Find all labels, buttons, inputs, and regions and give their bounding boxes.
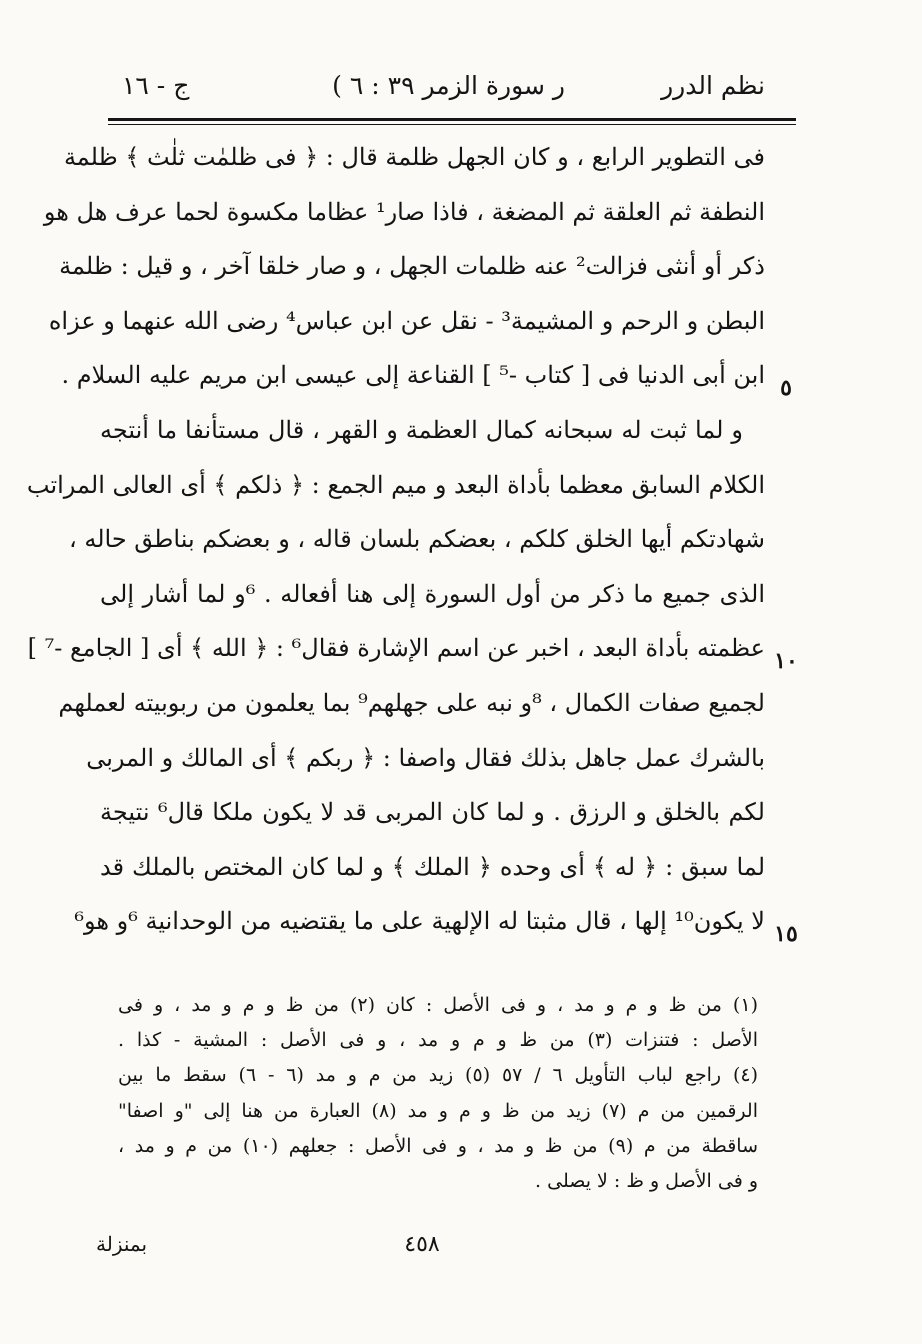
footnote-line: ساقطة من م (٩) من ظ و مد ، و فى الأصل : جعلهم (١٠) من م و مد ،: [118, 1134, 759, 1157]
catchword: بمنزلة: [96, 1232, 148, 1256]
running-header: [110, 68, 765, 104]
text-line: شهادتكم أيها الخلق كلكم ، بعضكم بلسان قاله ، و بعضكم بناطق حاله ،: [68, 525, 765, 554]
footnote-line: الرقمين من م (٧) زيد من ظ و م و مد (٨) العبارة من هنا إلى "و اصفا": [118, 1099, 758, 1122]
line-number-5: ٥: [780, 375, 792, 401]
footnote-line: و فى الأصل و ظ : لا يصلى .: [535, 1169, 758, 1192]
text-line: ابن أبى الدنيا فى [ كتاب -⁵ ] القناعة إلى عيسى ابن مريم عليه السلام .: [61, 361, 765, 390]
text-line: بالشرك عمل جاهل بذلك فقال واصفا : ﴿ ربكم ﴾ أى المالك و المربى: [86, 743, 765, 772]
main-text: [26, 130, 766, 949]
text-line: و لما ثبت له سبحانه كمال العظمة و القهر ، قال مستأنفا ما أنتجه: [100, 415, 743, 444]
text-line: عظمته بأداة البعد ، اخبر عن اسم الإشارة فقال⁶ : ﴿ الله ﴾ أى [ الجامع -⁷ ]: [27, 634, 765, 663]
part-number: ج - ١٦: [122, 71, 190, 100]
line-number-10: ١٠: [774, 648, 798, 674]
text-line: لجميع صفات الكمال ، ⁸و نبه على جهلهم⁹ بما يعلمون من ربوبيته لعملهم: [58, 688, 765, 717]
footnote-line: (٤) راجع لباب التأويل ٦ / ٥٧ (٥) زيد من م و مد (٦ - ٦) سقط ما بين: [118, 1064, 758, 1087]
header-rule-thin: [108, 124, 796, 125]
text-line: لا يكون¹⁰ إلها ، قال مثبتا له الإلهية على ما يقتضيه من الوحدانية ⁶و هو⁶: [74, 907, 765, 936]
text-line: لكم بالخلق و الرزق . و لما كان المربى قد لا يكون ملكا قال⁶ نتيجة: [100, 798, 765, 827]
surah-reference: ر سورة الزمر ٣٩ : ٦ ): [332, 71, 565, 100]
text-line: ذكر أو أنثى فزالت² عنه ظلمات الجهل ، و صار خلقا آخر ، و قيل : ظلمة: [59, 252, 765, 281]
text-line: البطن و الرحم و المشيمة³ - نقل عن ابن عباس⁴ رضى الله عنهما و عزاه: [48, 306, 765, 335]
footnote-line: الأصل : فتنزات (٣) من ظ و م و مد ، و فى الأصل : المشية - كذا .: [118, 1029, 758, 1052]
footnotes: [118, 988, 758, 1199]
footnote-line: (١) من ظ و م و مد ، و فى الأصل : كان (٢) من ظ و م و مد ، و فى: [118, 994, 758, 1016]
text-line: الكلام السابق معظما بأداة البعد و ميم الجمع : ﴿ ذلكم ﴾ أى العالى المراتب: [26, 470, 765, 499]
header-rule-thick: [108, 118, 796, 121]
text-line: فى التطوير الرابع ، و كان الجهل ظلمة قال : ﴿ فى ظلمٰت ثلٰث ﴾ ظلمة: [63, 143, 765, 171]
text-line: لما سبق : ﴿ له ﴾ أى وحده ﴿ الملك ﴾ و لما كان المختص بالملك قد: [100, 852, 765, 881]
text-line: النطفة ثم العلقة ثم المضغة ، فاذا صار¹ عظاما مكسوة لحما عرف هل هو: [43, 197, 765, 226]
book-title: نظم الدرر: [661, 71, 765, 100]
text-line: الذى جميع ما ذكر من أول السورة إلى هنا أفعاله . ⁶و لما أشار إلى: [100, 579, 766, 608]
page-number: ٤٥٨: [404, 1232, 440, 1257]
line-number-15: ١٥: [774, 921, 798, 947]
